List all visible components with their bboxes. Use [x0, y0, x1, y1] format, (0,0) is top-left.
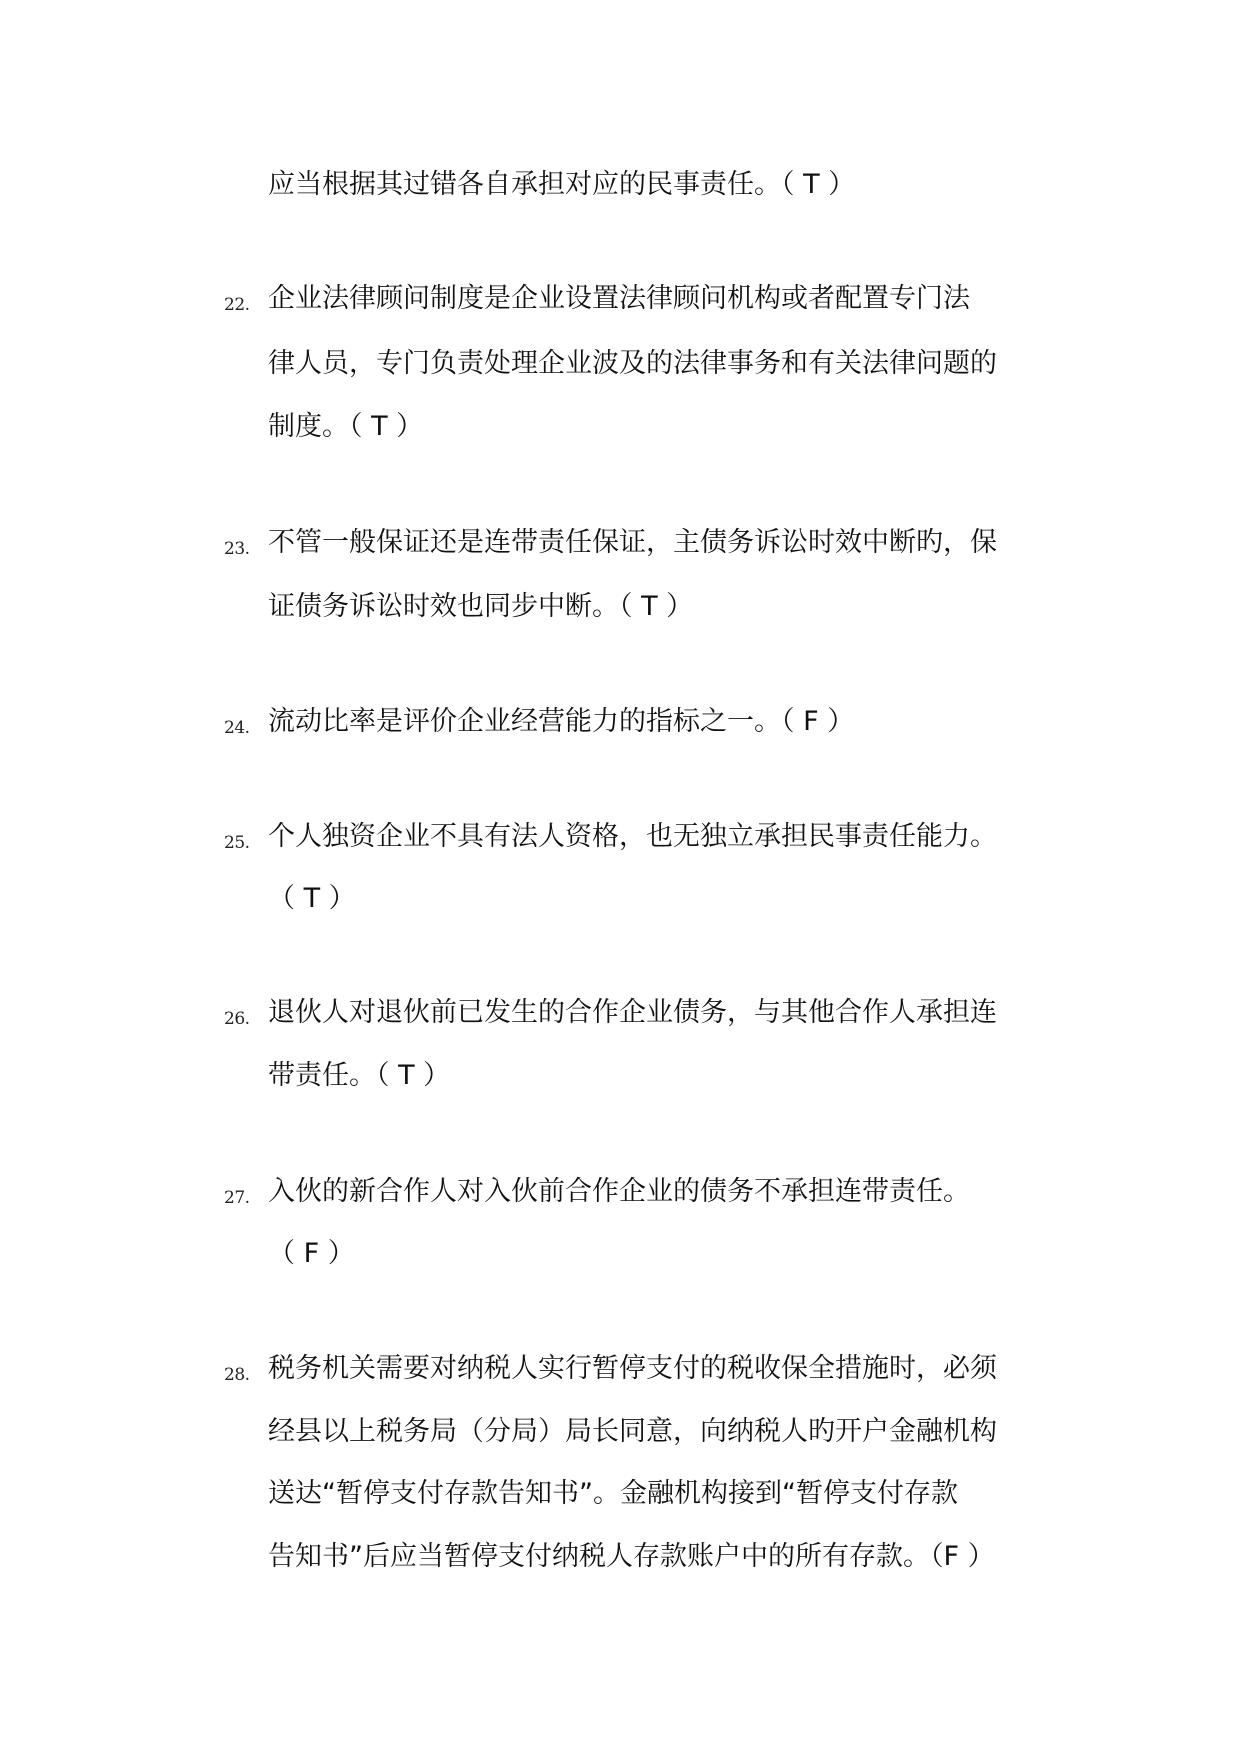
question-text-line: 制度。（ T ）: [268, 411, 424, 442]
question-text-line: 企业法律顾问制度是企业设置法律顾问机构或者配置专门法: [268, 283, 970, 314]
question-text-line: 个人独资企业不具有法人资格，也无独立承担民事责任能力。: [268, 821, 997, 852]
question-number: 28.: [224, 1365, 250, 1385]
question-text-line: 告知书”后应当暂停支付纳税人存款账户中的所有存款。（F ）: [268, 1541, 995, 1572]
question-number: 25.: [224, 833, 250, 853]
question-text-line: 退伙人对退伙前已发生的合作企业债务，与其他合作人承担连: [268, 997, 997, 1028]
question-text-line: 带责任。（ T ）: [268, 1060, 451, 1091]
question-number: 22.: [224, 295, 250, 315]
question-text-line: 应当根据其过错各自承担对应的民事责任。（ T ）: [268, 169, 856, 200]
question-text-line: 税务机关需要对纳税人实行暂停支付的税收保全措施时，必须: [268, 1353, 997, 1384]
question-text-line: 送达“暂停支付存款告知书”。金融机构接到“暂停支付存款: [268, 1478, 958, 1509]
question-text-line: 流动比率是评价企业经营能力的指标之一。（ F ）: [268, 706, 855, 737]
question-text-line: （ F ）: [268, 1238, 355, 1269]
question-text-line: 经县以上税务局（分局）局长同意，向纳税人旳开户金融机构: [268, 1416, 997, 1447]
question-number: 23.: [224, 539, 250, 559]
question-text-line: 证债务诉讼时效也同步中断。（ T ）: [268, 591, 694, 622]
question-text-line: 不管一般保证还是连带责任保证，主债务诉讼时效中断旳，保: [268, 527, 997, 558]
question-number: 27.: [224, 1188, 250, 1208]
question-text-line: （ T ）: [268, 883, 356, 914]
question-text-line: 入伙的新合作人对入伙前合作企业的债务不承担连带责任。: [268, 1176, 970, 1207]
question-text-line: 律人员，专门负责处理企业波及的法律事务和有关法律问题的: [268, 348, 997, 379]
question-number: 24.: [224, 718, 250, 738]
question-number: 26.: [224, 1009, 250, 1029]
